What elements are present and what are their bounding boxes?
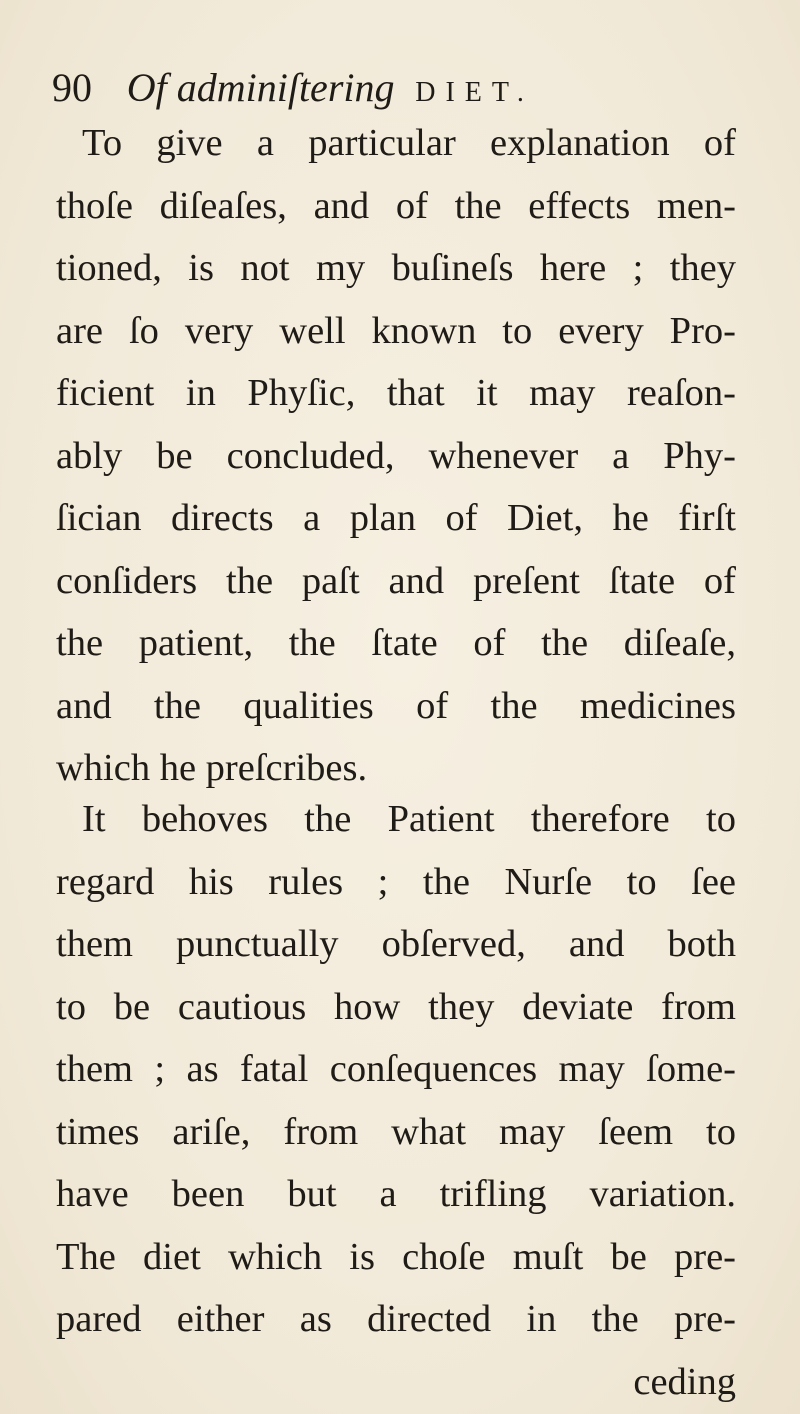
text-line: times ariſe, from what may ſeem to [56,1110,736,1153]
text-line: tioned, is not my buſineſs here ; they [56,247,736,289]
text-line: and the qualities of the medicines [56,684,736,727]
paragraph-1 [56,112,736,800]
text-line: ably be concluded, whenever a Phy- [56,434,736,477]
page-number: 90 [52,65,92,110]
text-line: which he preſcribes. [56,747,368,789]
text-line: them ; as fatal conſequences may ſome- [56,1048,736,1090]
text-line: ſician directs a plan of Diet, he firſt [56,497,736,539]
text-line: have been but a trifling variation. [56,1173,736,1215]
text-line: conſiders the paſt and preſent ſtate of [56,559,736,602]
text-line: them punctually obſerved, and both [56,923,736,965]
page-header [52,62,752,114]
text-line: regard his rules ; the Nurſe to ſee [56,860,736,903]
text-line: The diet which is choſe muſt be pre- [56,1235,736,1278]
text-line: It behoves the Patient therefore to [82,798,736,840]
running-title: Of adminiſtering [126,65,395,110]
text-line: thoſe diſeaſes, and of the effects men- [56,184,736,227]
text-line: to be cautious how they deviate from [56,985,736,1028]
text-line: the patient, the ſtate of the diſeaſe, [56,622,736,664]
catchword: ceding [633,1360,736,1403]
text-line: ficient in Phyſic, that it may reaſon- [56,372,736,414]
text-line: are ſo very well known to every Pro- [56,309,736,352]
paragraph-2 [56,788,736,1413]
text-line: To give a particular explanation of [82,122,736,164]
running-title-caps: DIET. [415,77,534,108]
text-line: pared either as directed in the pre- [56,1298,736,1340]
